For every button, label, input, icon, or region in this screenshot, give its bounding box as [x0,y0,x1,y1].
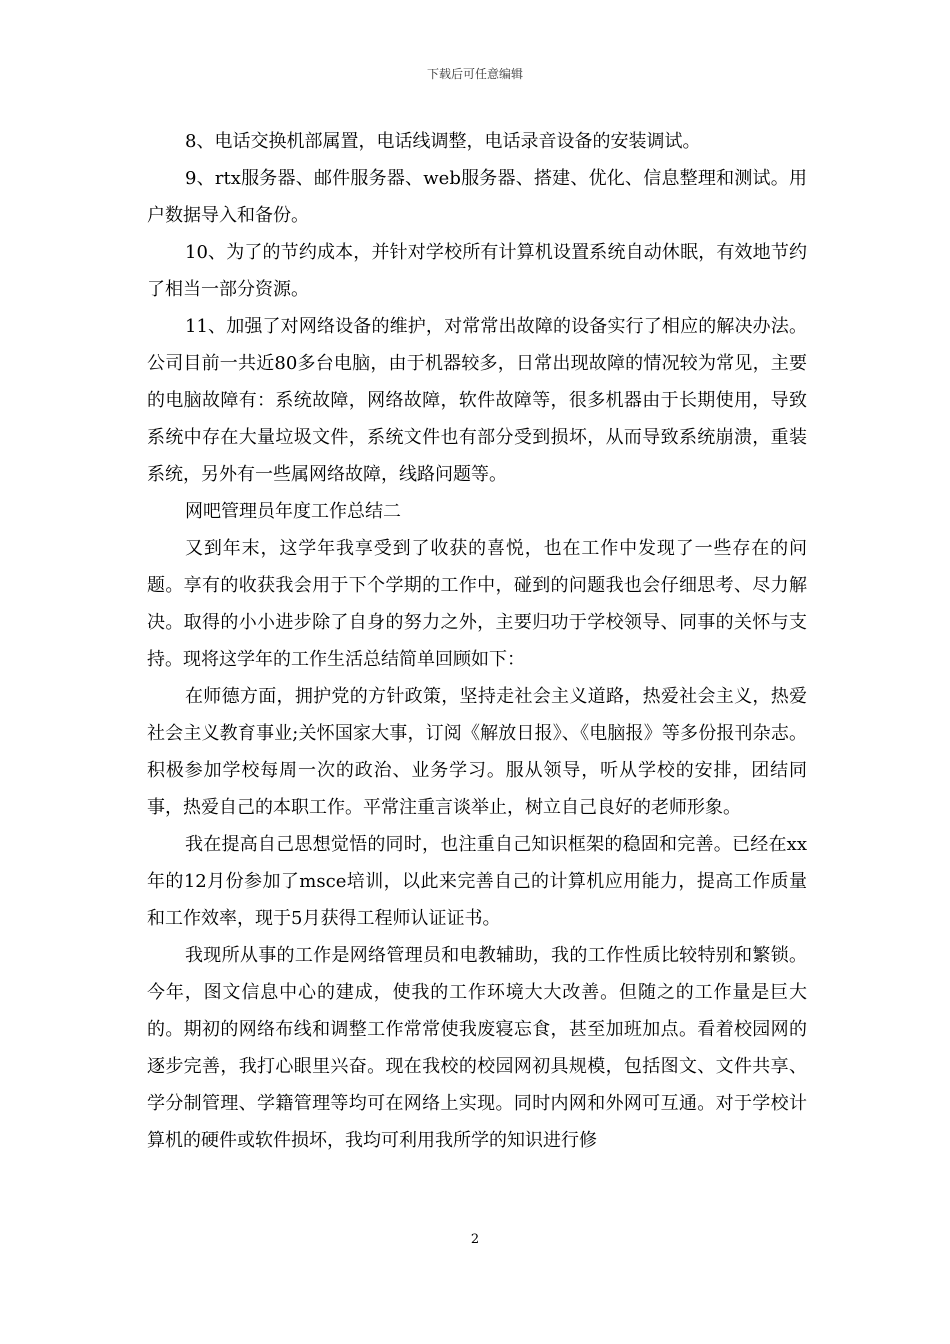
paragraph-item-11: 11、加强了对网络设备的维护，对常常出故障的设备实行了相应的解决办法。公司目前一共近80多台电脑，由于机器较多，日常出现故障的情况较为常见，主要的电脑故障有：系统故障，网络故障，软件故障等，很多机器由于长期使用，导致系统中存在大量垃圾文件，系统文件也有部分受到损坏，从而导致系统崩溃，重装系统，另外有一些属网络故障，线路问题等。 [147,316,807,485]
paragraph-knowledge: 我在提高自己思想觉悟的同时，也注重自己知识框架的稳固和完善。已经在xx年的12月份参加了msce培训，以此来完善自己的计算机应用能力，提高工作质量和工作效率，现于5月获得工程师认证证书。 [147,834,807,929]
document-body [147,123,807,1159]
paragraph-work: 我现所从事的工作是网络管理员和电教辅助，我的工作性质比较特别和繁锁。今年，图文信息中心的建成，使我的工作环境大大改善。但随之的工作量是巨大的。期初的网络布线和调整工作常常使我废寝忘食，甚至加班加点。看着校园网的逐步完善，我打心眼里兴奋。现在我校的校园网初具规模，包括图文、文件共享、学分制管理、学籍管理等均可在网络上实现。同时内网和外网可互通。对于学校计算机的硬件或软件损坏，我均可利用我所学的知识进行修 [147,945,807,1151]
page-number: 2 [470,1232,480,1247]
paragraph-item-10: 10、为了的节约成本，并针对学校所有计算机设置系统自动休眠，有效地节约了相当一部分资源。 [147,242,807,300]
section-title: 网吧管理员年度工作总结二 [185,501,401,522]
paragraph-item-8: 8、电话交换机部属置，电话线调整，电话录音设备的安装调试。 [185,131,701,152]
paragraph-ethics: 在师德方面，拥护党的方针政策，坚持走社会主义道路，热爱社会主义，热爱社会主义教育事业;关怀国家大事，订阅《解放日报》、《电脑报》等多份报刊杂志。积极参加学校每周一次的政治、业务学习。服从领导，听从学校的安排，团结同事，热爱自己的本职工作。平常注重言谈举止，树立自己良好的老师形象。 [147,686,807,818]
page-header-note: 下载后可任意编辑 [426,67,523,81]
paragraph-item-9: 9、rtx服务器、邮件服务器、web服务器、搭建、优化、信息整理和测试。用户数据导入和备份。 [147,168,807,226]
paragraph-intro: 又到年末，这学年我享受到了收获的喜悦，也在工作中发现了一些存在的问题。享有的收获我会用于下个学期的工作中，碰到的问题我也会仔细思考、尽力解决。取得的小小进步除了自身的努力之外，主要归功于学校领导、同事的关怀与支持。现将这学年的工作生活总结简单回顾如下： [147,538,807,670]
